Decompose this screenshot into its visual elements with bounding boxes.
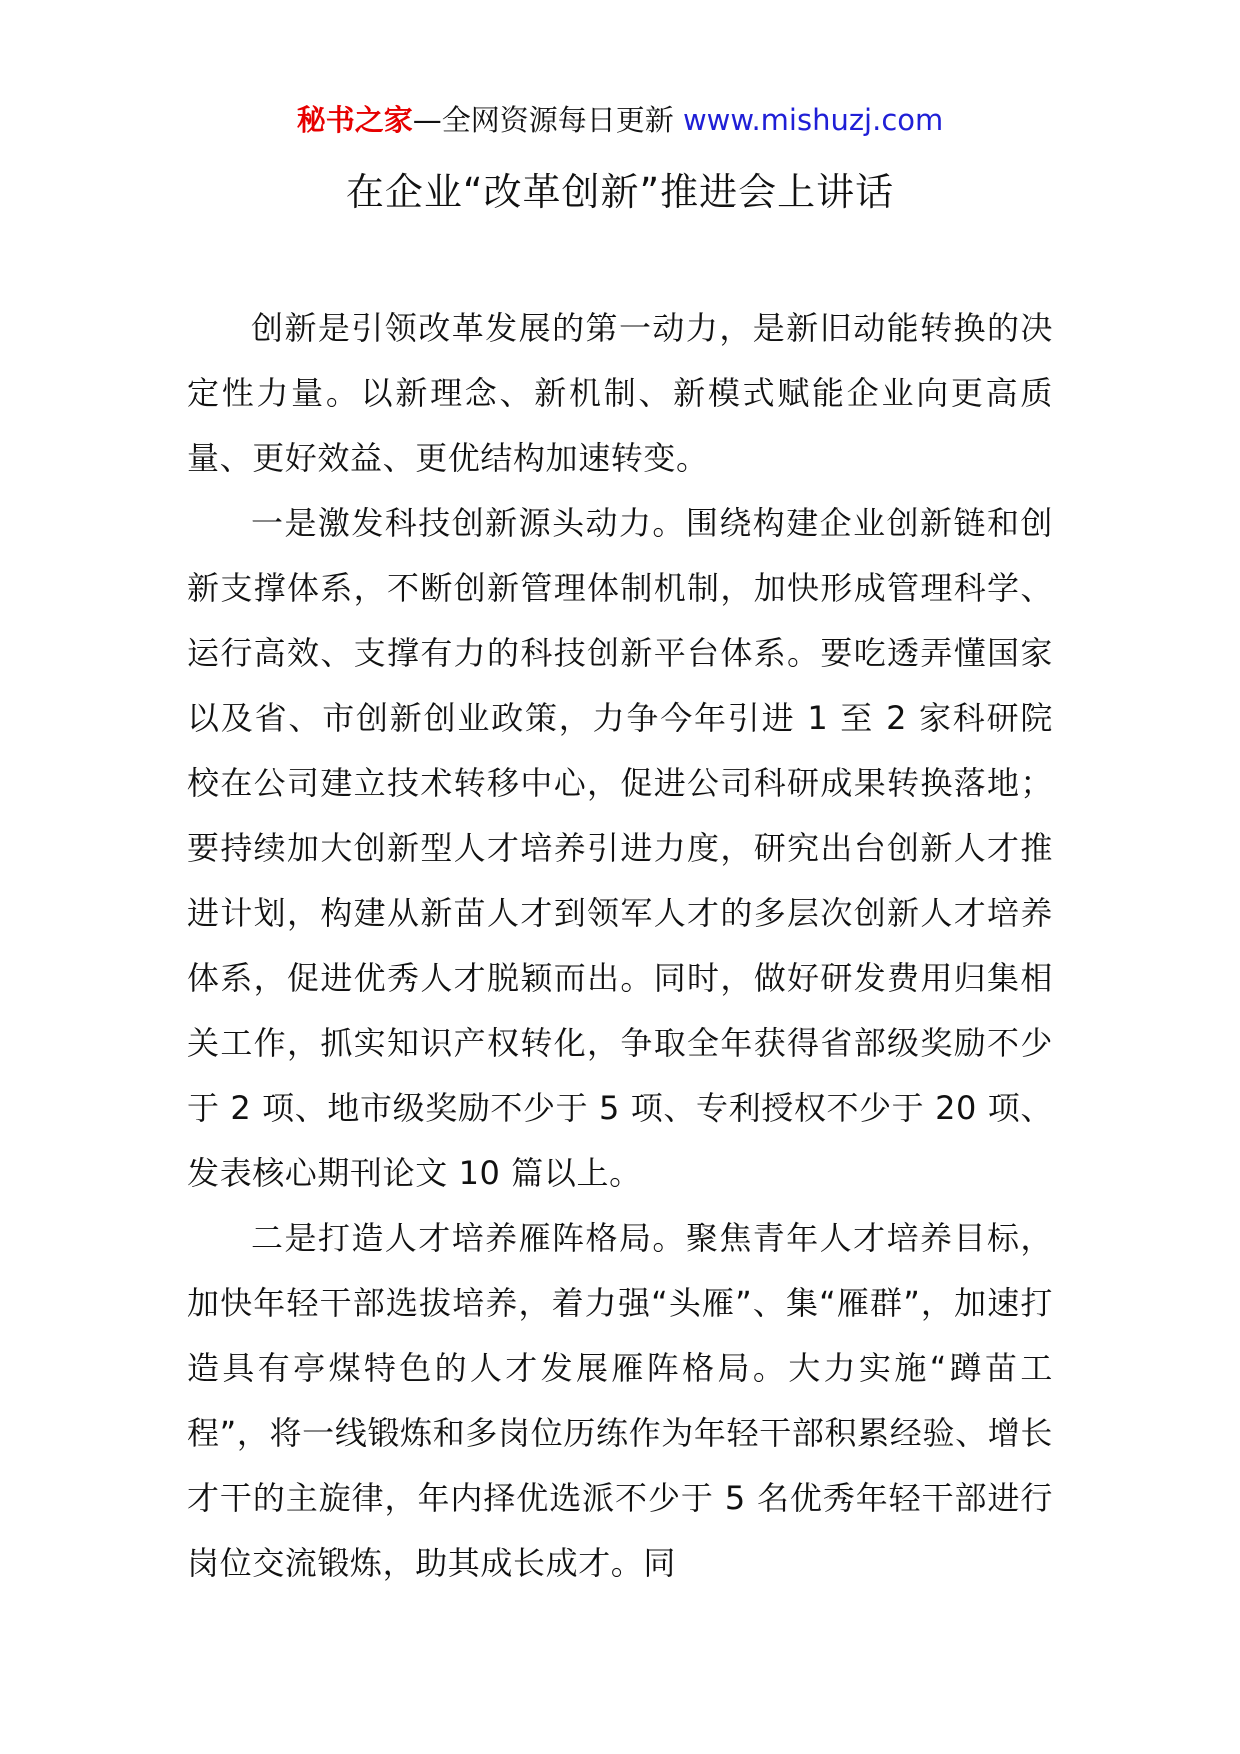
site-header [0, 100, 1240, 140]
paragraph-section-1: 一是激发科技创新源头动力。围绕构建企业创新链和创新支撑体系，不断创新管理体制机制，加快形成管理科学、运行高效、支撑有力的科技创新平台体系。要吃透弄懂国家以及省、市创新创业政策，力争今年引进 1 至 2 家科研院校在公司建立技术转移中心，促进公司科研成果转换落地；要持续加大创新型人才培养引进力度，研究出台创新人才推进计划，构建从新苗人才到领军人才的多层次创新人才培养体系，促进优秀人才脱颖而出。同时，做好研发费用归集相关工作，抓实知识产权转化，争取全年获得省部级奖励不少于 2 项、地市级奖励不少于 5 项、专利授权不少于 20 项、发表核心期刊论文 10 篇以上。 [187, 504, 1053, 1192]
document-title: 在企业“改革创新”推进会上讲话 [345, 170, 895, 214]
paragraph-intro: 创新是引领改革发展的第一动力，是新旧动能转换的决定性力量。以新理念、新机制、新模式赋能企业向更高质量、更好效益、更优结构加速转变。 [187, 309, 1053, 477]
header-tagline: —全网资源每日更新 [412, 103, 674, 137]
brand-name: 秘书之家 [296, 103, 413, 137]
site-url-link[interactable]: www.mishuzj.com [682, 103, 944, 137]
paragraph-section-2: 二是打造人才培养雁阵格局。聚焦青年人才培养目标，加快年轻干部选拔培养，着力强“头雁”、集“雁群”，加速打造具有亭煤特色的人才发展雁阵格局。大力实施“蹲苗工程”，将一线锻炼和多岗位历练作为年轻干部积累经验、增长才干的主旋律，年内择优选派不少于 5 名优秀年轻干部进行岗位交流锻炼，助其成长成才。同 [187, 1219, 1053, 1582]
document-body [187, 296, 1053, 1596]
